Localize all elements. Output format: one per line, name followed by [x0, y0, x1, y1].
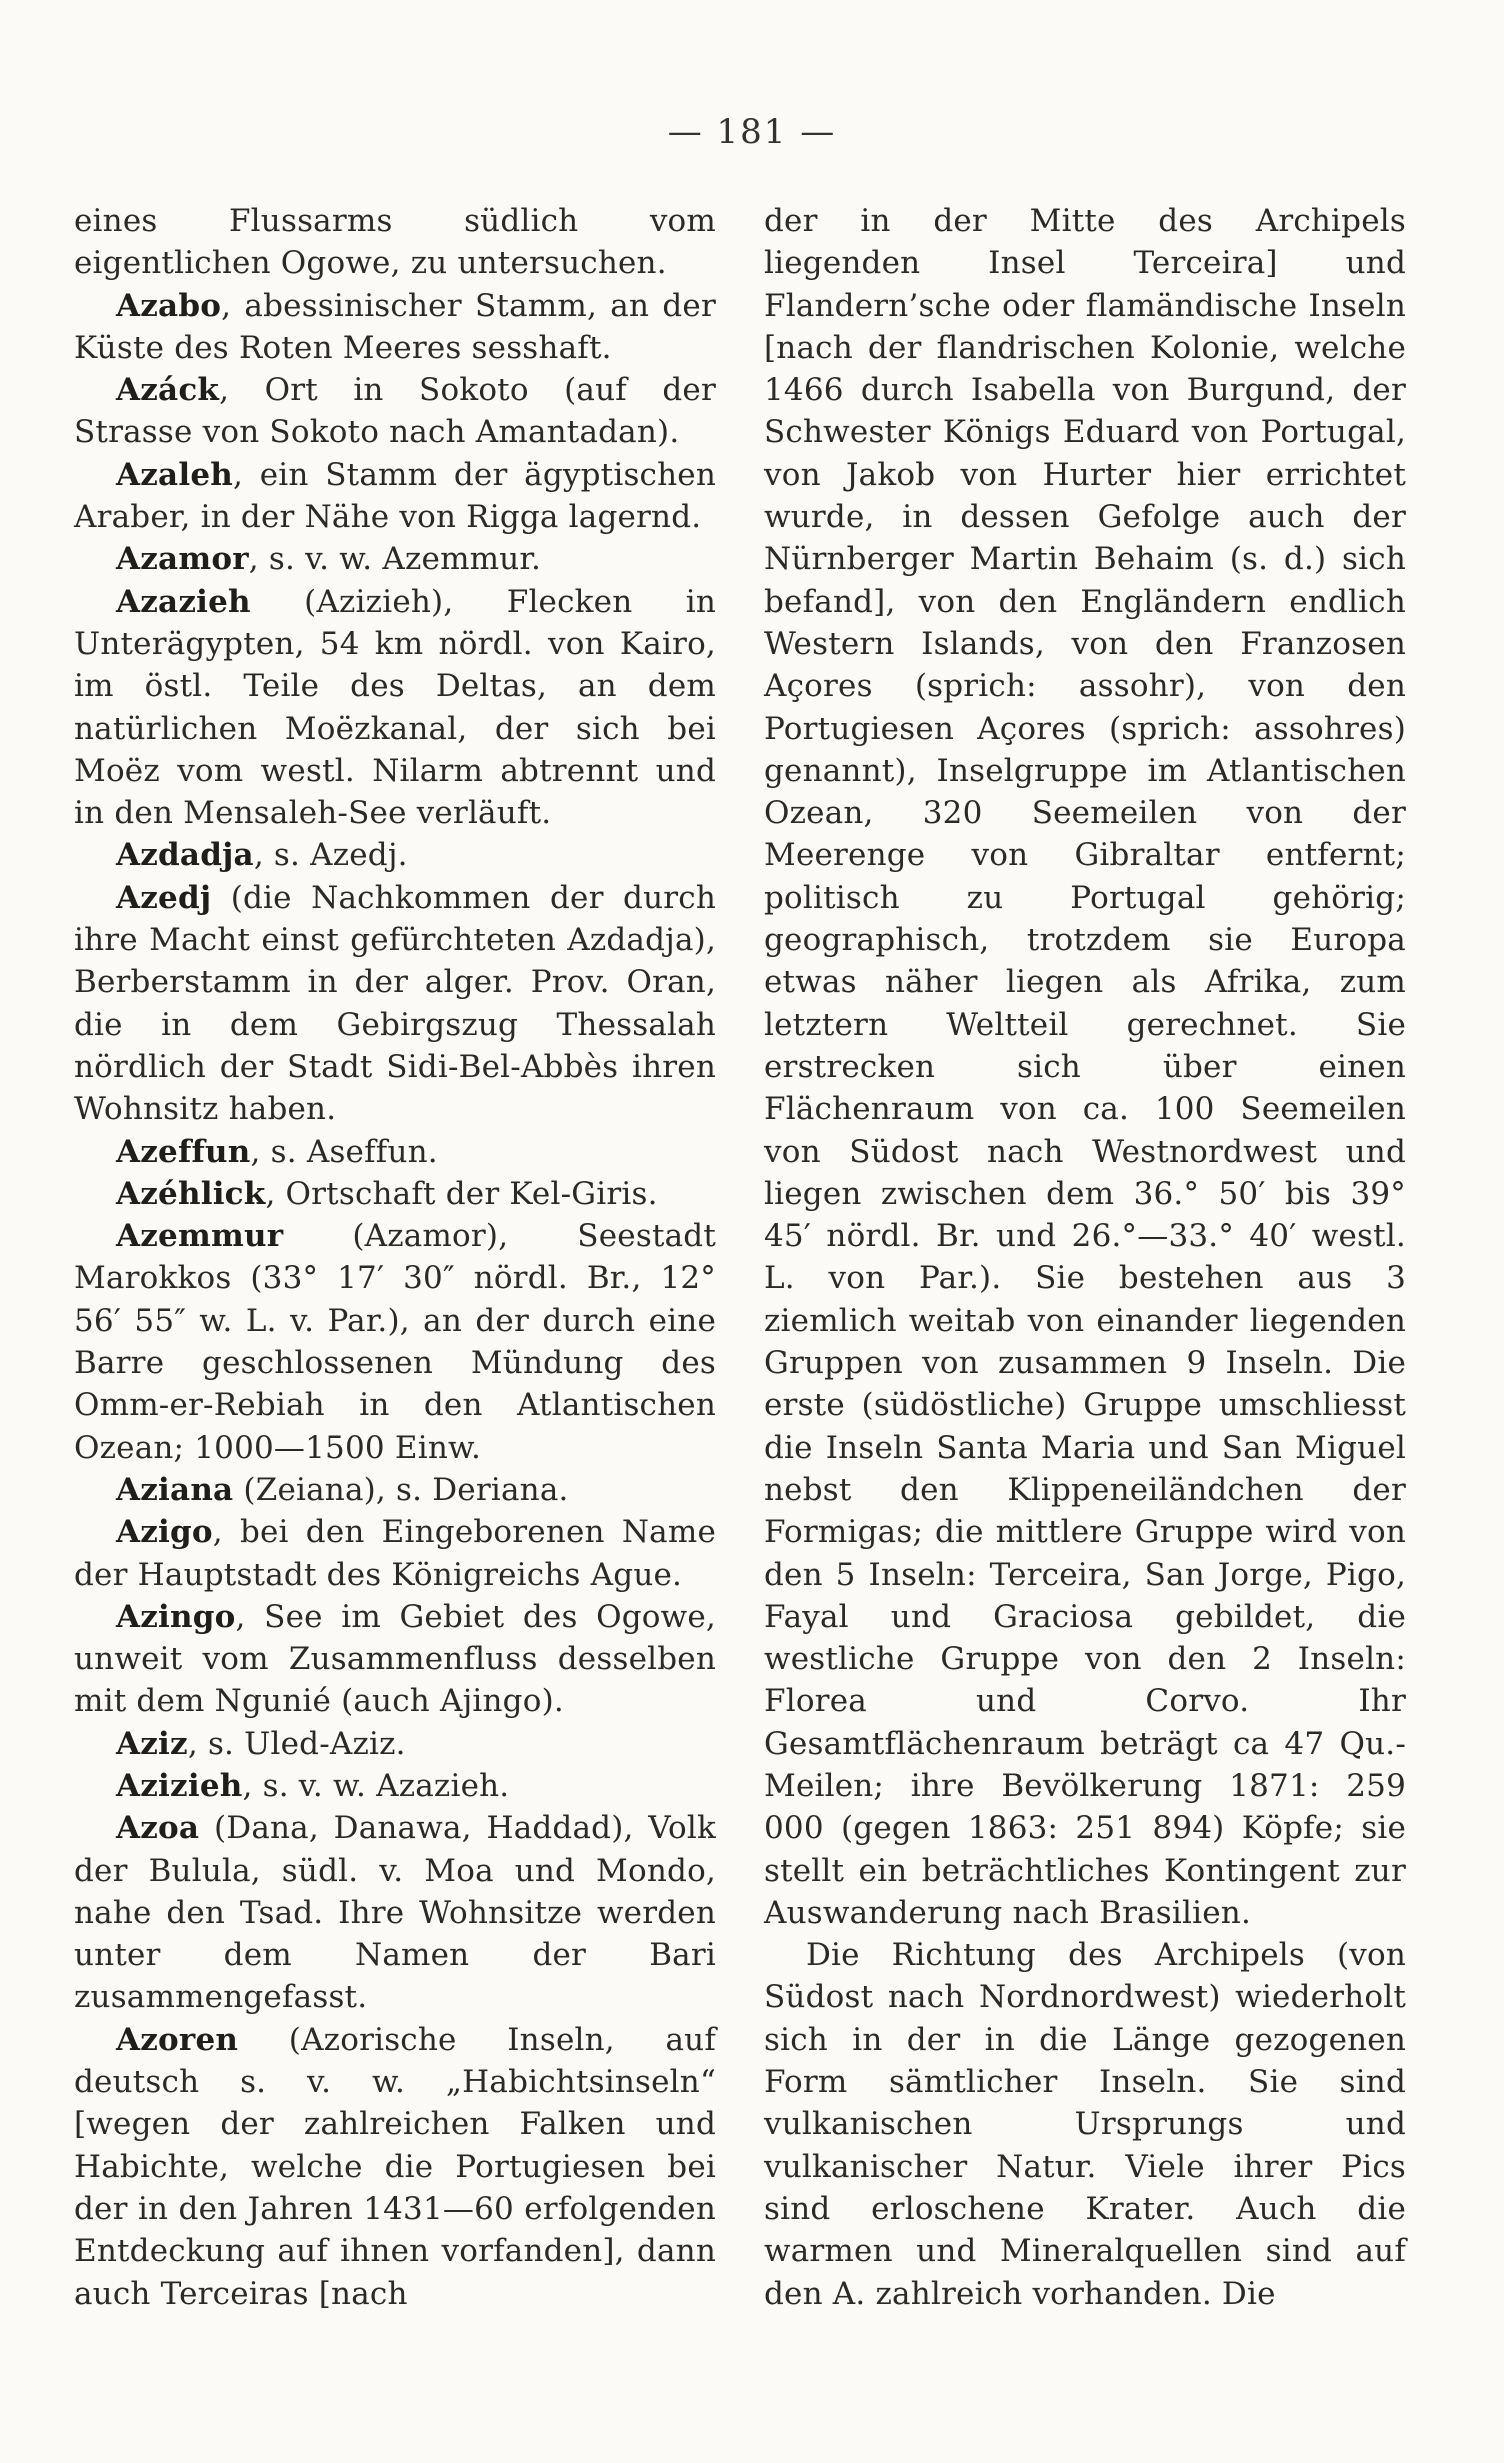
- entry-text: , s. v. w. Azemmur.: [248, 541, 542, 578]
- entry-text: , s. Uled-Aziz.: [187, 1725, 406, 1762]
- entry-headword: Azáck: [116, 372, 220, 409]
- entry-headword: Azaleh: [116, 456, 233, 493]
- dictionary-entry: [74, 369, 716, 454]
- entry-text: , ein Stamm der ägyptischen Araber, in der Nähe von Rigga lagernd.: [74, 456, 716, 536]
- entry-text: , Ort in Sokoto (auf der Strasse von Sokoto nach Amantadan).: [74, 372, 716, 451]
- entry-text: Die Richtung des Archipels (von Südost nach Nordnordwest) wiederholt sich in der in die Länge gezogenen Form sämtlicher Inseln. Sie sind vulkanischen Ursprungs und vulkanischer Natur. Viele ihrer Pics sind erloschene Krater. Auch die warmen und Mineralquellen sind auf den A. zahlreich vorhanden. Die: [764, 1937, 1406, 2312]
- dictionary-entry: [74, 1215, 716, 1469]
- dictionary-entry: [74, 2019, 716, 2315]
- entry-headword: Azamor: [116, 541, 249, 578]
- dictionary-entry: [74, 285, 716, 370]
- entry-text: , s. v. w. Azazieh.: [242, 1767, 510, 1804]
- entry-text: eines Flussarms südlich vom eigentlichen Ogowe, zu untersuchen.: [74, 203, 716, 282]
- dictionary-entry: [74, 538, 716, 580]
- paragraph: [764, 200, 1406, 1934]
- right-column: [764, 200, 1406, 2315]
- entry-headword: Azeffun: [116, 1133, 251, 1170]
- entry-headword: Azigo: [116, 1514, 213, 1551]
- entry-text: (Azorische Inseln, auf deutsch s. v. w. „Habichtsinseln“ [wegen der zahlreichen Falken und Habichte, welche die Portugiesen bei der in den Jahren 1431—60 erfolgenden Entdeckung auf ihnen vorfanden], dann auch Terceiras [nach: [74, 2021, 716, 2312]
- entry-text: , bei den Eingeborenen Name der Hauptstadt des Königreichs Ague.: [74, 1514, 716, 1593]
- dictionary-entry: [74, 581, 716, 835]
- entry-headword: Azabo: [116, 287, 222, 324]
- entry-text: (Azizieh), Flecken in Unterägypten, 54 km nördl. von Kairo, im östl. Teile des Deltas, an dem natürlichen Moëzkanal, der sich bei Moëz vom westl. Nilarm abtrennt und in den Mensaleh-See verläuft.: [74, 583, 716, 832]
- entry-headword: Azedj: [116, 879, 212, 916]
- entry-text: der in der Mitte des Archipels liegenden Insel Terceira] und Flandern’sche oder flamändische Inseln [nach der flandrischen Kolonie, welche 1466 durch Isabella von Burgund, der Schwester Königs Eduard von Portugal, von Jakob von Hurter hier errichtet wurde, in dessen Gefolge auch der Nürnberger Martin Behaim (s. d.) sich befand], von den Engländern endlich Western Islands, von den Franzosen Açores (sprich: assohr), von den Portugiesen Açores (sprich: assohres) genannt), Inselgruppe im Atlantischen Ozean, 320 Seemeilen von der Meerenge von Gibraltar entfernt; politisch zu Portugal gehörig; geographisch, trotzdem sie Europa etwas näher liegen als Afrika, zum letztern Weltteil gerechnet. Sie erstrecken sich über einen Flächenraum von ca. 100 Seemeilen von Südost nach Westnordwest und liegen zwischen dem 36.° 50′ bis 39° 45′ nördl. Br. und 26.°—33.° 40′ westl. L. von Par.). Sie bestehen aus 3 ziemlich weitab von einander liegenden Gruppen von zusammen 9 Inseln. Die erste (südöstliche) Gruppe umschliesst die Inseln Santa Maria und San Miguel nebst den Klippeneiländchen der Formigas; die mittlere Gruppe wird von den 5 Inseln: Terceira, San Jorge, Pigo, Fayal und Graciosa gebildet, die westliche Gruppe von den 2 Inseln: Florea und Corvo. Ihr Gesamtflächenraum beträgt ca 47 Qu.-Meilen; ihre Bevölkerung 1871: 259 000 (gegen 1863: 251 894) Köpfe; sie stellt ein beträchtliches Kontingent zur Auswanderung nach Brasilien.: [764, 203, 1406, 1931]
- dictionary-entry: [74, 1511, 716, 1596]
- paragraph: [74, 200, 716, 285]
- entry-text: , s. Azedj.: [253, 837, 408, 874]
- entry-text: (die Nachkommen der durch ihre Macht einst gefürchteten Azdadja), Berberstamm in der alger. Prov. Oran, die in dem Gebirgszug Thessalah nördlich der Stadt Sidi-Bel-Abbès ihren Wohnsitz haben.: [74, 879, 716, 1128]
- dictionary-entry: [74, 834, 716, 876]
- entry-headword: Aziz: [116, 1725, 188, 1762]
- entry-text: , abessinischer Stamm, an der Küste des Roten Meeres sesshaft.: [74, 287, 716, 366]
- entry-text: (Azamor), Seestadt Marokkos (33° 17′ 30″ nördl. Br., 12° 56′ 55″ w. L. v. Par.), an der durch eine Barre geschlossenen Mündung des Omm-er-Rebiah in den Atlantischen Ozean; 1000—1500 Einw.: [74, 1218, 716, 1466]
- dictionary-entry: [74, 454, 716, 539]
- entry-text: (Zeiana), s. Deriana.: [233, 1471, 569, 1508]
- dictionary-entry: [74, 1765, 716, 1807]
- entry-text: , Ortschaft der Kel-Giris.: [265, 1175, 658, 1212]
- entry-headword: Aziana: [116, 1471, 234, 1508]
- paragraph: [764, 1934, 1406, 2315]
- entry-headword: Azoa: [116, 1810, 200, 1847]
- entry-headword: Azéhlick: [116, 1175, 266, 1212]
- dictionary-entry: [74, 1131, 716, 1173]
- entry-headword: Azoren: [116, 2021, 239, 2058]
- dictionary-entry: [74, 877, 716, 1131]
- entry-headword: Azemmur: [116, 1218, 284, 1255]
- entry-text: , See im Gebiet des Ogowe, unweit vom Zusammenfluss desselben mit dem Ngunié (auch Ajingo).: [74, 1598, 716, 1720]
- entry-text: (Dana, Danawa, Haddad), Volk der Bulula, südl. v. Moa und Mondo, nahe den Tsad. Ihre Wohnsitze werden unter dem Namen der Bari zusammengefasst.: [74, 1810, 716, 2016]
- dictionary-entry: [74, 1723, 716, 1765]
- entry-headword: Azdadja: [116, 837, 254, 874]
- entry-headword: Azazieh: [116, 583, 251, 620]
- dictionary-entry: [74, 1807, 716, 2018]
- entry-headword: Azingo: [116, 1598, 236, 1635]
- dictionary-entry: [74, 1173, 716, 1215]
- dictionary-entry: [74, 1469, 716, 1511]
- entry-headword: Azizieh: [116, 1767, 243, 1804]
- left-column: [74, 200, 716, 2315]
- entry-text: , s. Aseffun.: [250, 1133, 438, 1170]
- page-number: — 181 —: [667, 112, 837, 152]
- dictionary-entry: [74, 1596, 716, 1723]
